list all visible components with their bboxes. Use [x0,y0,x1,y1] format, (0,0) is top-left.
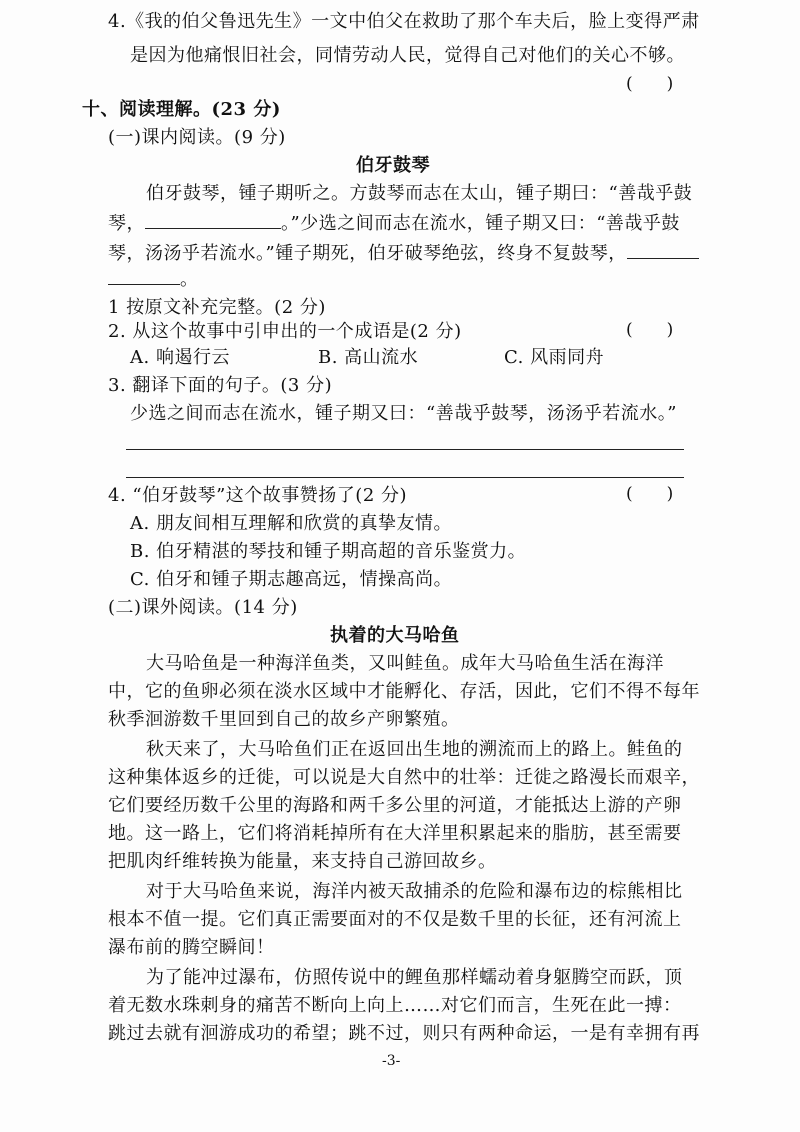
q4-option-a[interactable]: A. 朋友间相互理解和欣赏的真挚友情。 [130,513,452,534]
part2-heading: (二)课外阅读。(14 分) [108,597,298,618]
question-3: 3. 翻译下面的句子。(3 分) [108,375,333,396]
passage1-line3 [108,240,699,266]
passage2-line: 瀑布前的腾空瞬间！ [108,937,275,958]
passage2-title: 执着的大马哈鱼 [330,625,460,646]
passage1-line2-start: 琴， [108,213,145,234]
page-number: -3- [382,1053,401,1069]
answer-line-2[interactable] [126,477,684,478]
passage1-line2 [108,210,680,236]
passage2-line: 根本不值一提。它们真正需要面对的不仅是数千里的长征，还有河流上 [108,909,682,930]
question-2-answer-paren[interactable]: ( ) [626,320,674,340]
q4-option-c[interactable]: C. 伯牙和锺子期志趣高远，情操高尚。 [130,569,453,590]
passage1-line4-end: 。 [180,269,199,290]
question-1: 1 按原文补充完整。(2 分) [108,297,326,318]
passage2-line: 地。这一路上，它们将消耗掉所有在大洋里积累起来的脂肪，甚至需要 [108,823,682,844]
question-4-answer-paren[interactable]: ( ) [626,484,674,504]
passage2-line: 着无数水珠刺身的痛苦不断向上向上……对它们而言，生死在此一搏： [108,995,682,1016]
prev-q4-line2: 是因为他痛恨旧社会，同情劳动人民，觉得自己对他们的关心不够。 [130,45,685,66]
passage2-line: 它们要经历数千公里的海路和两千多公里的河道，才能抵达上游的产卵 [108,795,682,816]
passage2-line: 这种集体返乡的迁徙，可以说是大自然中的壮举：迁徙之路漫长而艰辛， [108,767,700,788]
section-10-heading: 十、阅读理解。(23 分) [82,99,281,120]
answer-line-1[interactable] [126,449,684,450]
passage2-line: 中，它的鱼卵必须在淡水区域中才能孵化、存活，因此，它们不得不每年 [108,681,700,702]
passage1-line3-text: 琴，汤汤乎若流水。”锺子期死，伯牙破琴绝弦，终身不复鼓琴， [108,243,627,264]
passage2-line: 秋季洄游数千里回到自己的故乡产卵繁殖。 [108,709,460,730]
question-3-sentence: 少选之间而志在流水，锺子期又曰：“善哉乎鼓琴，汤汤乎若流水。” [130,403,677,424]
q2-option-c[interactable]: C. 风雨同舟 [504,347,605,368]
q4-option-b[interactable]: B. 伯牙精湛的琴技和锺子期高超的音乐鉴赏力。 [130,541,527,562]
fill-blank-2b[interactable] [108,266,180,285]
passage2-line: 大马哈鱼是一种海洋鱼类，又叫鲑鱼。成年大马哈鱼生活在海洋 [146,653,664,674]
passage2-line: 为了能冲过瀑布，仿照传说中的鲤鱼那样蠕动着身躯腾空而跃，顶 [146,967,683,988]
passage2-line: 跳过去就有洄游成功的希望；跳不过，则只有两种命运，一是有幸拥有再 [108,1023,700,1044]
passage2-line: 秋天来了，大马哈鱼们正在返回出生地的溯流而上的路上。鲑鱼的 [146,739,683,760]
passage2-line: 对于大马哈鱼来说，海洋内被天敌捕杀的危险和瀑布边的棕熊相比 [146,881,683,902]
passage1-line1: 伯牙鼓琴，锺子期听之。方鼓琴而志在太山，锺子期曰：“善哉乎鼓 [146,183,693,204]
part1-heading: (一)课内阅读。(9 分) [108,127,286,148]
q2-option-a[interactable]: A. 响遏行云 [130,347,230,368]
passage2-line: 把肌肉纤维转换为能量，来支持自己游回故乡。 [108,851,497,872]
question-2: 2. 从这个故事中引申出的一个成语是(2 分) [108,321,462,342]
passage1-title: 伯牙鼓琴 [356,155,430,176]
q2-option-b[interactable]: B. 高山流水 [318,347,419,368]
prev-q4-answer-paren[interactable]: ( ) [626,74,674,94]
fill-blank-1[interactable] [145,210,281,229]
question-4: 4. “伯牙鼓琴”这个故事赞扬了(2 分) [108,485,408,506]
passage1-line4 [108,266,199,292]
prev-q4-line1: 4.《我的伯父鲁迅先生》一文中伯父在救助了那个车夫后，脸上变得严肃 [108,11,700,32]
fill-blank-2a[interactable] [627,240,699,259]
passage1-line2-end: 。”少选之间而志在流水，锺子期又曰：“善哉乎鼓 [281,213,680,234]
